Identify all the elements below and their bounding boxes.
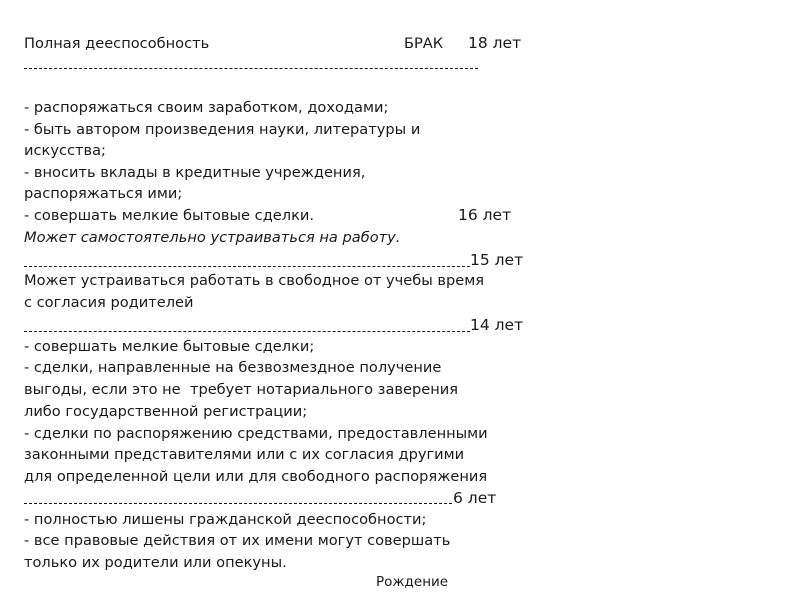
italic-work-note: Может самостоятельно устраиваться на работу. (24, 229, 401, 246)
age-14-label: 14 лет (470, 316, 524, 334)
text-line: - полностью лишены гражданской дееспособности; (24, 511, 427, 528)
text-line: - сделки по распоряжению средствами, предоставленными (24, 425, 488, 442)
age-18-label: 18 лет (468, 34, 522, 52)
text-line: с согласия родителей (24, 294, 194, 311)
text-line: искусства; (24, 142, 106, 159)
header-title: Полная дееспособность (24, 35, 210, 52)
divider-16 (24, 266, 470, 267)
text-line: - совершать мелкие бытовые сделки; (24, 338, 315, 355)
text-line: - сделки, направленные на безвозмездное получение (24, 359, 442, 376)
age-15-label: 15 лет (470, 251, 524, 269)
divider-15 (24, 331, 470, 332)
marriage-label: БРАК (404, 35, 444, 52)
text-line: либо государственной регистрации; (24, 403, 308, 420)
text-line: только их родители или опекуны. (24, 554, 287, 571)
text-line: законными представителями или с их согласия другими (24, 446, 465, 463)
text-line: выгоды, если это не требует нотариального заверения (24, 381, 459, 398)
text-line: - быть автором произведения науки, литературы и (24, 121, 421, 138)
text-line: - вносить вклады в кредитные учреждения, (24, 164, 366, 181)
divider-18 (24, 68, 478, 69)
divider-14 (24, 503, 452, 504)
text-line: - все правовые действия от их имени могут совершать (24, 532, 451, 549)
age-6-label: 6 лет (453, 489, 497, 507)
age-16-label: 16 лет (458, 206, 512, 224)
birth-label: Рождение (376, 574, 449, 590)
text-line: - распоряжаться своим заработком, доходами; (24, 99, 389, 116)
text-line: Может устраиваться работать в свободное от учебы время (24, 272, 485, 289)
text-line: распоряжаться ими; (24, 185, 183, 202)
text-line: - совершать мелкие бытовые сделки. (24, 207, 315, 224)
text-line: для определенной цели или для свободного распоряжения (24, 468, 488, 485)
